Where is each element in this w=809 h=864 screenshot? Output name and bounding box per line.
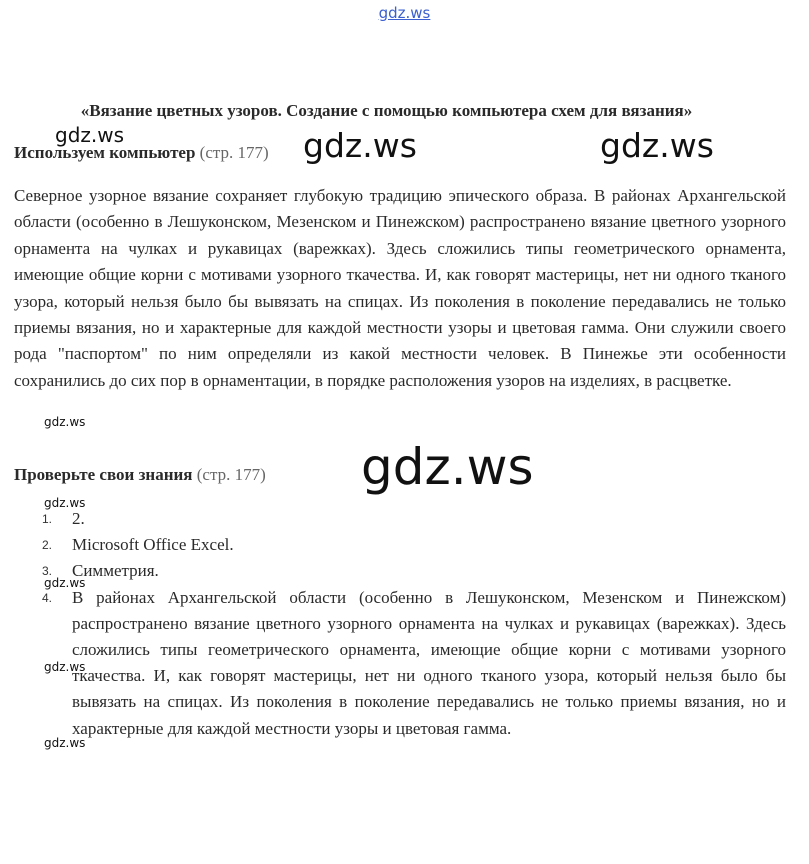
page-title: «Вязание цветных узоров. Создание с помощью компьютера схем для вязания» (80, 101, 693, 120)
watermark-list-3: gdz.ws (44, 576, 86, 590)
watermark-right-header: gdz.ws (600, 126, 714, 165)
body-paragraph: Северное узорное вязание сохраняет глубокую традицию эпического образа. В районах Архангельской области (особенно в Лешуконском, Мезенском и Пинежском) распространено вязание цветного узорного орнамента на чулках и рукавицах (варежках). Здесь сложились типы геометрического орнамента, имеющие общие корни с мотивами узорного ткачества. И, как говорят мастерицы, нет ни одного тканого узора, который нельзя было бы вывязать на спицах. Из поколения в поколение передавались не только приемы вязания, но и характерные для каждой местности узоры и цветовая гамма. Они служили своего рода "паспортом" по ним определяли из какой местности человек. В Пинежье эти особенности сохранились до сих пор в орнаментации, в порядке расположения узоров на изделиях, в расцветке. (14, 186, 786, 390)
list-number: 1. (42, 512, 53, 526)
section-heading-check (14, 465, 266, 485)
watermark-top[interactable]: gdz.ws (378, 4, 431, 22)
watermark-list-1: gdz.ws (44, 496, 86, 510)
list-number: 2. (42, 538, 53, 553)
list-item (14, 585, 786, 742)
answer-text: Microsoft Office Excel. (72, 535, 234, 555)
list-item (14, 558, 786, 584)
watermark-paragraph-side: gdz.ws (44, 415, 86, 429)
answer-text: В районах Архангельской области (особенно в Лешуконском, Мезенском и Пинежском) распространено вязание цветного узорного орнамента на чулках и рукавицах (варежках). Здесь сложились типы геометрического орнамента, имеющие общие корни с мотивами узорного ткачества. И, как говорят мастерицы, нет ни одного тканого узора, который нельзя было бы вывязать на спицах. Из поколения в поколение передавались не только приемы вязания, но и характерные для каждой местности узоры и цветовая гамма. (72, 587, 786, 738)
page-reference: (стр. 177) (195, 143, 269, 162)
answer-text: Симметрия. (72, 561, 159, 581)
answer-text: 2. (72, 509, 85, 528)
watermark-list-5: gdz.ws (44, 736, 86, 750)
watermark-list-4: gdz.ws (44, 660, 86, 674)
watermark-mid-header: gdz.ws (303, 126, 417, 165)
watermark-center: gdz.ws (361, 438, 534, 496)
list-item (14, 506, 786, 532)
section-heading-text: Используем компьютер (14, 143, 196, 162)
watermark-left-header: gdz.ws (55, 123, 125, 147)
section-heading-computer (14, 143, 269, 163)
list-number: 4. (42, 590, 53, 605)
page-reference: (стр. 177) (192, 465, 266, 484)
answers-list (14, 506, 786, 742)
list-number: 3. (42, 564, 53, 579)
list-item (14, 532, 786, 558)
section-heading-text: Проверьте свои знания (14, 465, 193, 484)
